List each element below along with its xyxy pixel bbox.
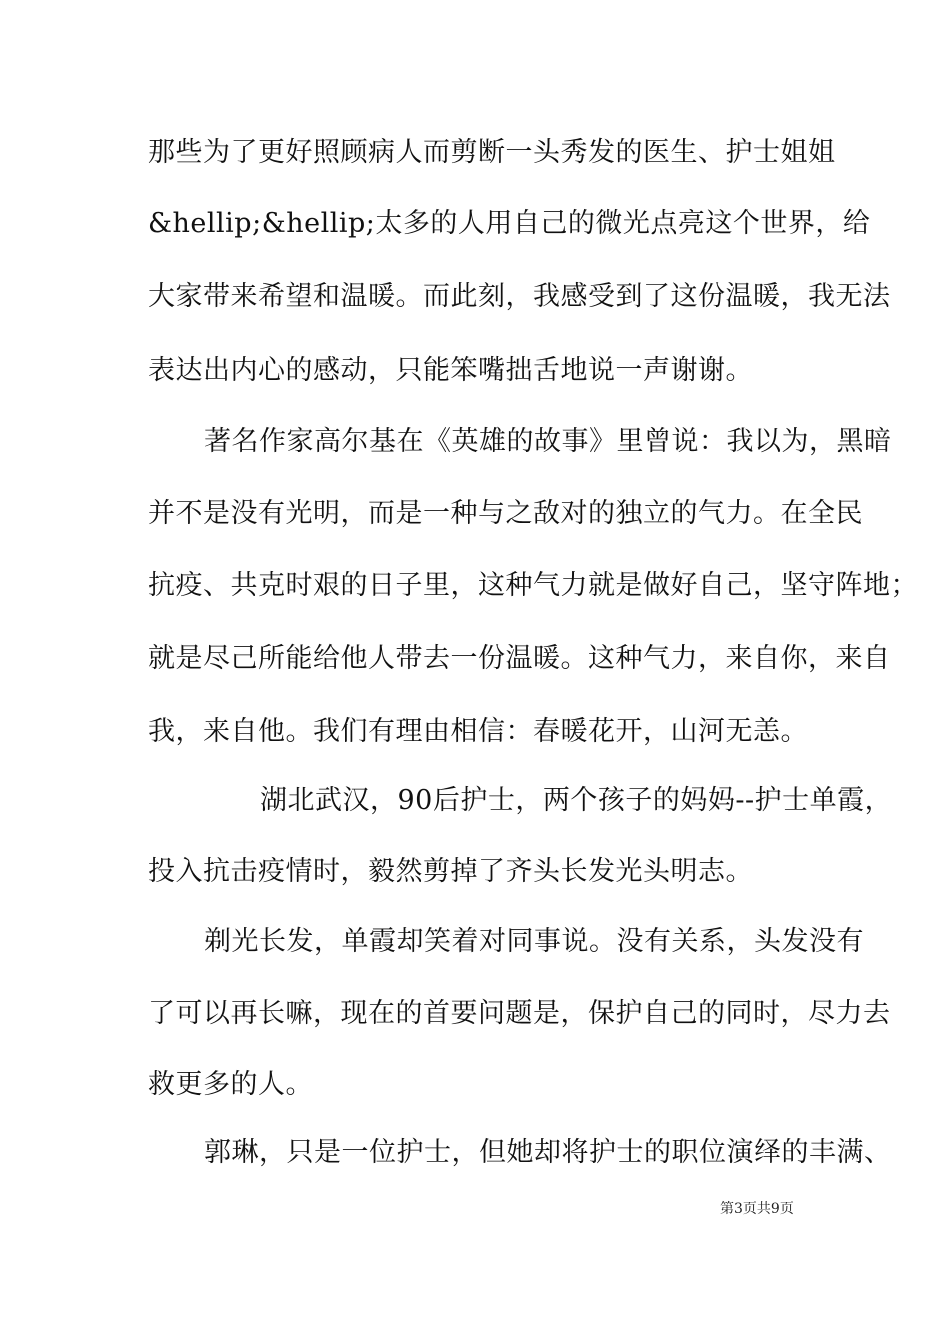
body-text-line: 表达出内心的感动，只能笨嘴拙舌地说一声谢谢。 bbox=[148, 355, 753, 386]
body-text-line: 大家带来希望和温暖。而此刻，我感受到了这份温暖，我无法 bbox=[148, 281, 891, 312]
body-text-line: 抗疫、共克时艰的日子里，这种气力就是做好自己，坚守阵地； bbox=[148, 570, 918, 601]
page-number-footer: 第3页共9页 bbox=[720, 1201, 794, 1217]
paragraph-start-line: 湖北武汉，90后护士，两个孩子的妈妈--护士单霞， bbox=[260, 785, 893, 816]
body-text-line: 了可以再长嘛，现在的首要问题是，保护自己的同时，尽力去 bbox=[148, 998, 891, 1029]
body-text-line: 并不是没有光明，而是一种与之敌对的独立的气力。在全民 bbox=[148, 498, 863, 529]
paragraph-start-line: 剃光长发，单霞却笑着对同事说。没有关系，头发没有 bbox=[204, 926, 864, 957]
body-text-line: 就是尽己所能给他人带去一份温暖。这种气力，来自你，来自 bbox=[148, 643, 891, 674]
body-text-line: &hellip;&hellip;太多的人用自己的微光点亮这个世界，给 bbox=[148, 208, 871, 239]
body-text-line: 投入抗击疫情时，毅然剪掉了齐头长发光头明志。 bbox=[148, 856, 753, 887]
paragraph-start-line: 郭琳，只是一位护士，但她却将护士的职位演绎的丰满、 bbox=[204, 1137, 892, 1168]
paragraph-start-line: 著名作家高尔基在《英雄的故事》里曾说：我以为，黑暗 bbox=[204, 426, 892, 457]
body-text-line: 我，来自他。我们有理由相信：春暖花开，山河无恙。 bbox=[148, 716, 808, 747]
body-text-line: 那些为了更好照顾病人而剪断一头秀发的医生、护士姐姐 bbox=[148, 137, 836, 168]
body-text-line: 救更多的人。 bbox=[148, 1069, 313, 1100]
